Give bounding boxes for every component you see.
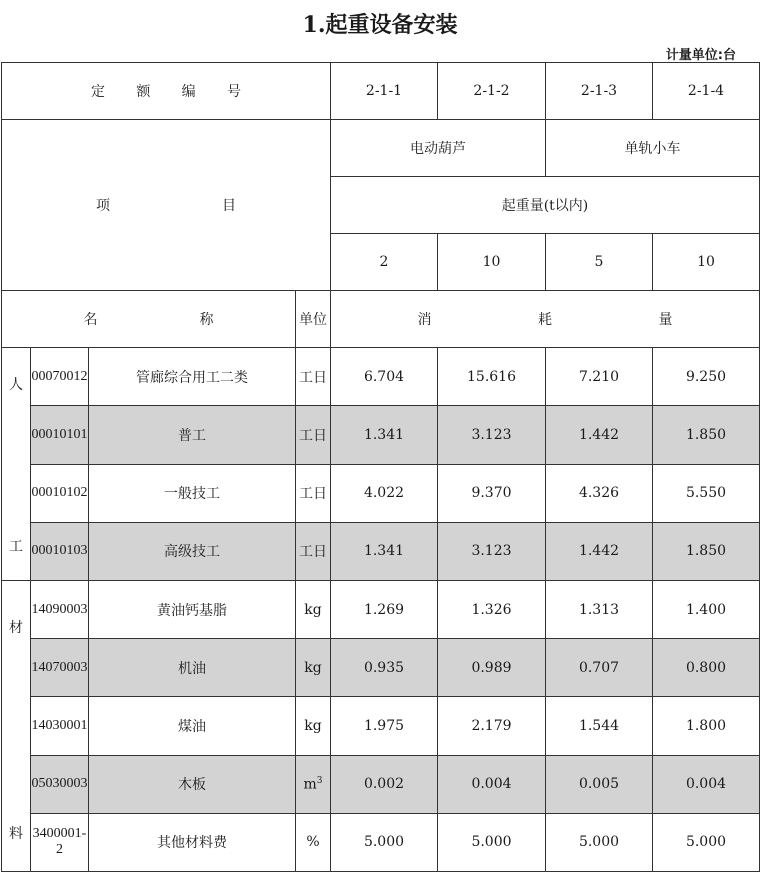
consumption-value: 15.616 (438, 348, 546, 406)
consumption-value: 1.400 (653, 581, 760, 639)
quota-code-row (2, 63, 760, 120)
resource-code: 00070012 (31, 348, 89, 406)
consumption-value: 0.004 (653, 755, 760, 813)
equipment-group-row (2, 120, 760, 177)
quota-code: 2-1-4 (653, 63, 760, 120)
resource-code: 14030001 (31, 697, 89, 755)
consumption-value: 1.341 (331, 406, 438, 464)
resource-code: 14070003 (31, 639, 89, 697)
table-row (2, 464, 760, 522)
group-monorail-trolley: 单轨小车 (546, 120, 760, 177)
item-label: 项 目 (2, 120, 331, 291)
resource-name: 高级技工 (89, 522, 296, 580)
resource-name: 管廊综合用工二类 (89, 348, 296, 406)
resource-code: 14090003 (31, 581, 89, 639)
capacity-value: 5 (546, 234, 653, 291)
unit-note: 计量单位:台 (665, 48, 736, 63)
consumption-value: 0.935 (331, 639, 438, 697)
resource-unit: 工日 (296, 348, 331, 406)
consumption-value: 0.005 (546, 755, 653, 813)
table-row (2, 755, 760, 813)
quota-code: 2-1-3 (546, 63, 653, 120)
quota-code-label: 定 额 编 号 (2, 63, 331, 120)
resource-code: 3400001-2 (31, 813, 89, 871)
consumption-value: 1.326 (438, 581, 546, 639)
category-material: 材 料 (2, 581, 31, 872)
table-row (2, 581, 760, 639)
resource-unit: kg (296, 697, 331, 755)
consumption-value: 5.000 (546, 813, 653, 871)
capacity-label: 起重量(t以内) (331, 177, 760, 234)
capacity-value: 10 (438, 234, 546, 291)
consumption-value: 0.004 (438, 755, 546, 813)
consumption-value: 4.022 (331, 464, 438, 522)
resource-code: 00010103 (31, 522, 89, 580)
consumption-value: 6.704 (331, 348, 438, 406)
consumption-value: 5.000 (653, 813, 760, 871)
table-row (2, 813, 760, 871)
table-row (2, 522, 760, 580)
consumption-value: 1.269 (331, 581, 438, 639)
resource-name: 黄油钙基脂 (89, 581, 296, 639)
quota-code: 2-1-1 (331, 63, 438, 120)
resource-unit: 工日 (296, 406, 331, 464)
name-column-header: 名 称 (2, 291, 296, 348)
consumption-header: 消 耗 量 (331, 291, 760, 348)
consumption-value: 3.123 (438, 522, 546, 580)
consumption-value: 1.313 (546, 581, 653, 639)
consumption-value: 9.370 (438, 464, 546, 522)
category-labor: 人 工 (2, 348, 31, 581)
resource-name: 其他材料费 (89, 813, 296, 871)
resource-unit: 工日 (296, 522, 331, 580)
consumption-value: 1.442 (546, 522, 653, 580)
resource-unit: $m^3$ (296, 755, 331, 813)
consumption-value: 2.179 (438, 697, 546, 755)
resource-unit: kg (296, 639, 331, 697)
resource-name: 煤油 (89, 697, 296, 755)
resource-name: 机油 (89, 639, 296, 697)
consumption-value: 1.800 (653, 697, 760, 755)
table-row (2, 348, 760, 406)
resource-name: 普工 (89, 406, 296, 464)
resource-unit: kg (296, 581, 331, 639)
resource-code: 05030003 (31, 755, 89, 813)
resource-unit: 工日 (296, 464, 331, 522)
consumption-value: 1.341 (331, 522, 438, 580)
consumption-value: 1.975 (331, 697, 438, 755)
consumption-value: 1.442 (546, 406, 653, 464)
table-row (2, 406, 760, 464)
consumption-value: 3.123 (438, 406, 546, 464)
consumption-value: 5.000 (331, 813, 438, 871)
consumption-value: 5.550 (653, 464, 760, 522)
consumption-value: 0.002 (331, 755, 438, 813)
consumption-value: 9.250 (653, 348, 760, 406)
resource-name: 木板 (89, 755, 296, 813)
consumption-value: 1.850 (653, 522, 760, 580)
table-row (2, 639, 760, 697)
consumption-value: 5.000 (438, 813, 546, 871)
consumption-value: 4.326 (546, 464, 653, 522)
consumption-value: 1.544 (546, 697, 653, 755)
resource-code: 00010102 (31, 464, 89, 522)
capacity-value: 2 (331, 234, 438, 291)
quota-code: 2-1-2 (438, 63, 546, 120)
consumption-value: 7.210 (546, 348, 653, 406)
page-title: 1.起重设备安装 (302, 12, 458, 38)
consumption-value: 0.800 (653, 639, 760, 697)
group-electric-hoist: 电动葫芦 (331, 120, 546, 177)
resource-code: 00010101 (31, 406, 89, 464)
capacity-value: 10 (653, 234, 760, 291)
column-header-row (2, 291, 760, 348)
consumption-value: 1.850 (653, 406, 760, 464)
unit-column-header: 单位 (296, 291, 331, 348)
table-row (2, 697, 760, 755)
consumption-value: 0.707 (546, 639, 653, 697)
resource-unit: % (296, 813, 331, 871)
resource-name: 一般技工 (89, 464, 296, 522)
consumption-value: 0.989 (438, 639, 546, 697)
quota-table (1, 62, 760, 872)
